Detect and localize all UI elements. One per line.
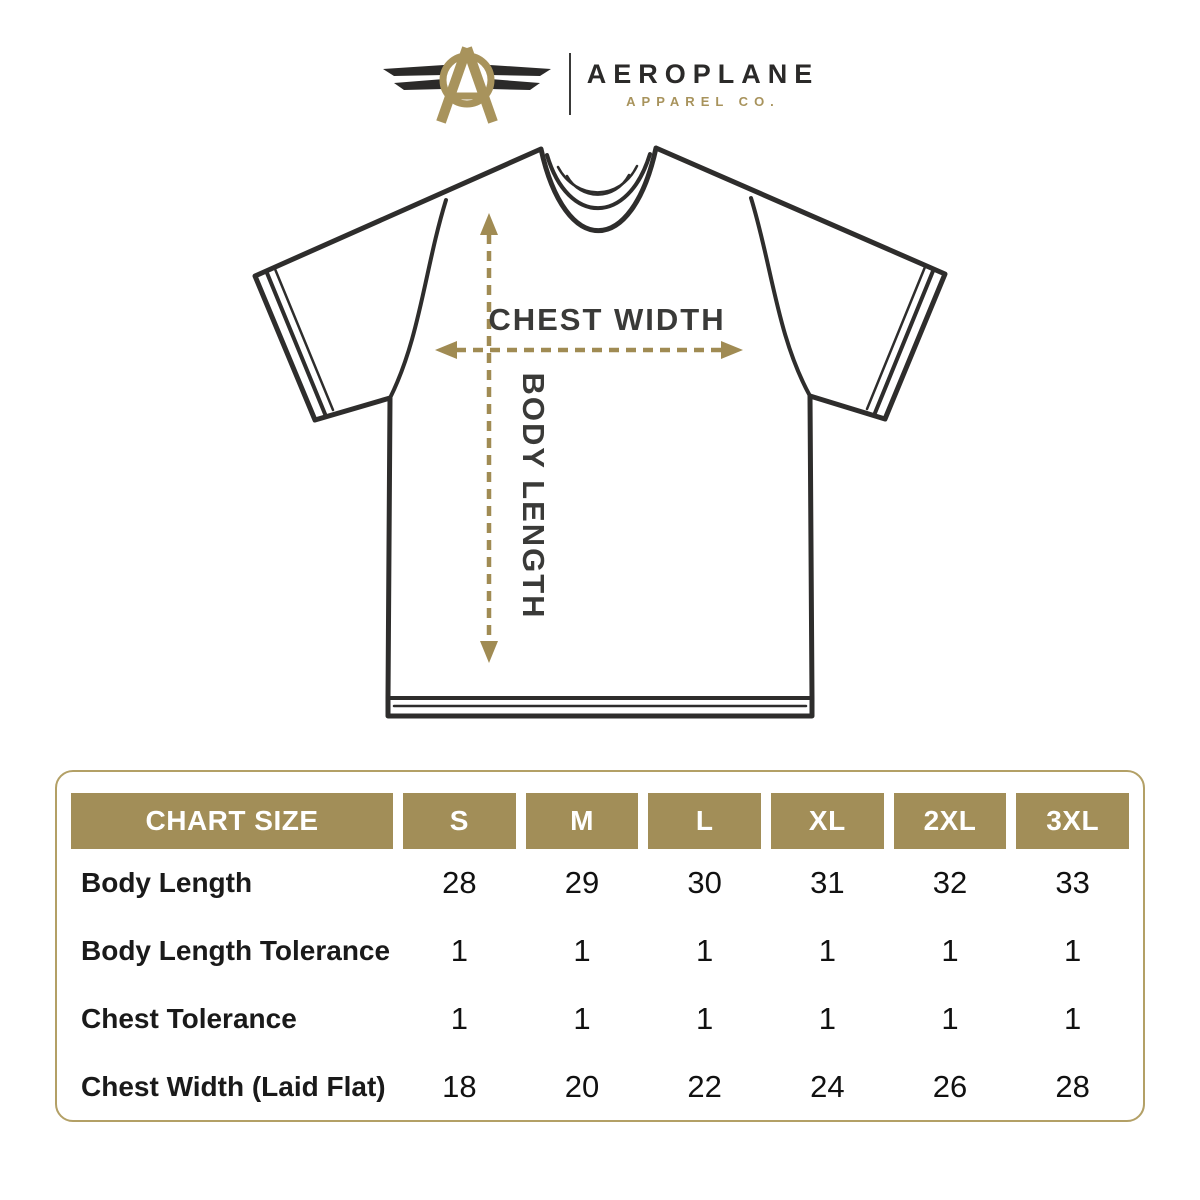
cell-value: 1 <box>1064 1001 1082 1036</box>
cell-value: 1 <box>573 1001 591 1036</box>
row-label: Body Length <box>81 867 253 898</box>
cell-value: 18 <box>442 1069 477 1104</box>
cell-value: 1 <box>696 1001 714 1036</box>
table-row-body-length <box>71 849 1129 917</box>
brand-wordmark <box>586 58 820 109</box>
cell-value: 28 <box>442 865 477 900</box>
cell-value: 1 <box>450 1001 468 1036</box>
table-row-chest-width-laid-flat <box>71 1053 1129 1121</box>
tshirt-outline <box>255 148 945 716</box>
body-length-label: BODY LENGTH <box>516 372 551 620</box>
cell-value: 26 <box>932 1069 968 1104</box>
cell-value: 1 <box>818 1001 836 1036</box>
brand-subtitle: APPAREL CO. <box>626 93 780 109</box>
brand-name: AEROPLANE <box>586 58 820 89</box>
header-cell-chart-size: CHART SIZE <box>71 793 393 849</box>
logo-divider <box>569 53 571 115</box>
cell-value: 1 <box>941 933 959 968</box>
table-row-chest-tolerance <box>71 985 1129 1053</box>
cell-value: 20 <box>564 1069 600 1104</box>
cell-value: 1 <box>941 1001 959 1036</box>
cell-value: 30 <box>687 865 722 900</box>
header-cell-size-m: M <box>526 793 639 849</box>
row-label: Chest Width (Laid Flat) <box>81 1071 386 1102</box>
cell-value: 32 <box>932 865 968 900</box>
cell-value: 22 <box>687 1069 722 1104</box>
size-chart-table <box>55 770 1145 1122</box>
header-cell-size-2xl: 2XL <box>894 793 1007 849</box>
cell-value: 1 <box>573 933 591 968</box>
cell-value: 33 <box>1055 865 1090 900</box>
cell-value: 24 <box>810 1069 845 1104</box>
cell-value: 1 <box>696 933 714 968</box>
cell-value: 28 <box>1055 1069 1090 1104</box>
aeroplane-wings-monogram-icon <box>381 44 553 124</box>
cell-value: 31 <box>810 865 845 900</box>
cell-value: 1 <box>818 933 836 968</box>
cell-value: 29 <box>564 865 600 900</box>
row-label: Chest Tolerance <box>81 1003 297 1034</box>
header-cell-size-3xl: 3XL <box>1016 793 1129 849</box>
header-cell-size-xl: XL <box>771 793 884 849</box>
collar-inner-line <box>547 154 650 208</box>
brand-logo <box>0 44 1200 124</box>
header-cell-size-s: S <box>403 793 516 849</box>
tshirt-measurement-diagram <box>240 138 960 742</box>
chest-width-label: CHEST WIDTH <box>488 302 726 337</box>
table-header-row <box>71 793 1129 849</box>
header-cell-size-l: L <box>648 793 761 849</box>
cell-value: 1 <box>1064 933 1082 968</box>
row-label: Body Length Tolerance <box>81 935 391 966</box>
table-row-body-length-tolerance <box>71 917 1129 985</box>
cell-value: 1 <box>450 933 468 968</box>
